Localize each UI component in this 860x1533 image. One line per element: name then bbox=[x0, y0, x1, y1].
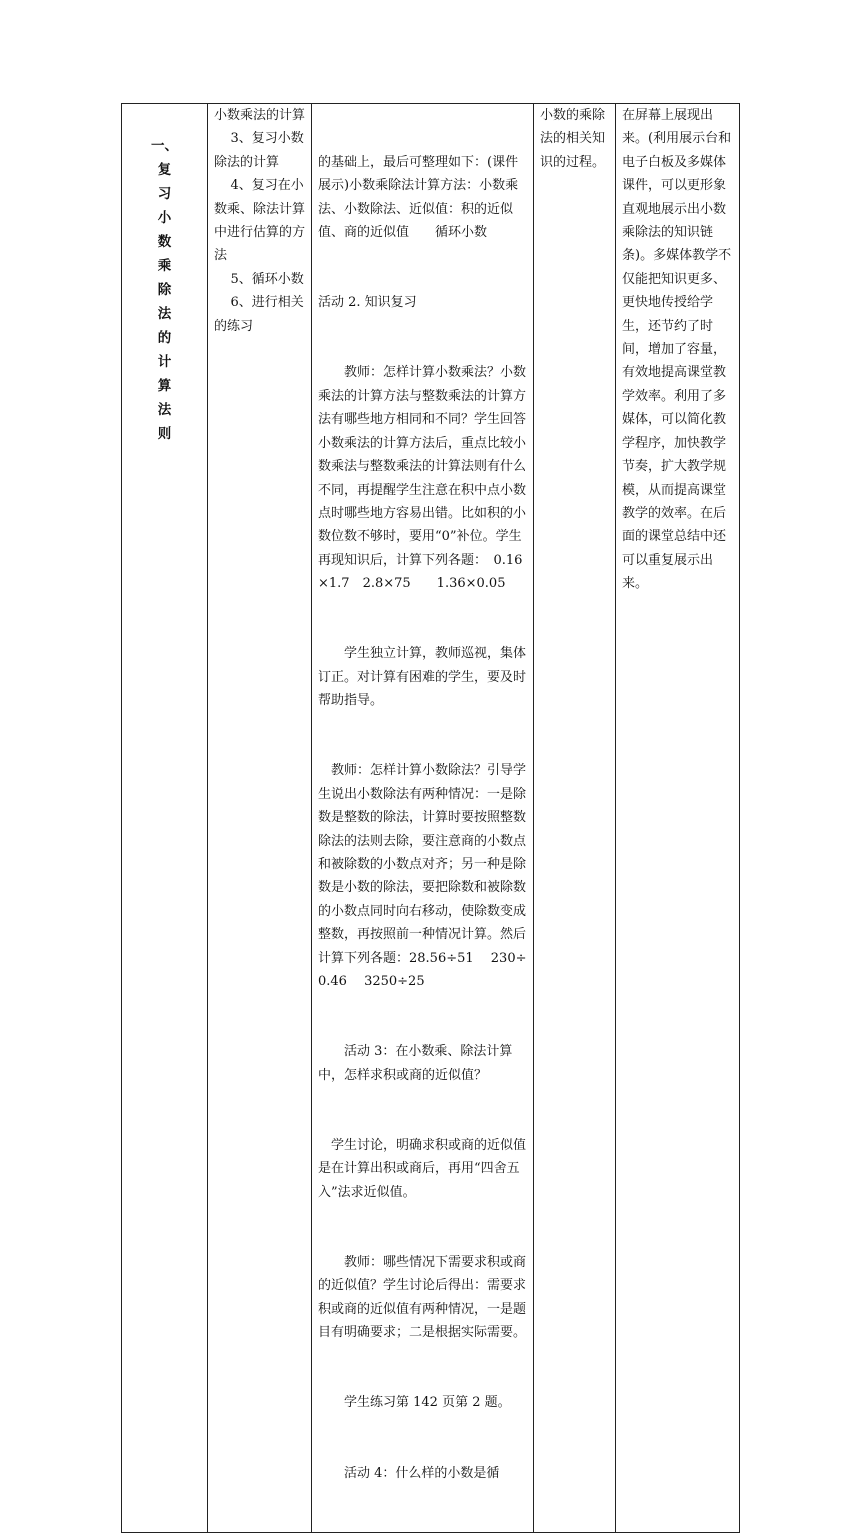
activities-cell bbox=[312, 104, 534, 1533]
activity-paragraph: 的基础上，最后可整理如下：(课件展示)小数乘除法计算方法：小数乘法、小数除法、近似值：积的近似值、商的近似值 循环小数 bbox=[318, 154, 519, 241]
activity-paragraph: 教师：哪些情况下需要求积或商的近似值？学生讨论后得出：需要求积或商的近似值有两种情况，一是题目有明确要求；二是根据实际需要。 bbox=[318, 1254, 527, 1341]
activity-paragraph: 活动 4：什么样的小数是循 bbox=[318, 1465, 500, 1481]
lesson-plan-table bbox=[121, 103, 740, 1533]
intent-cell bbox=[534, 104, 616, 1533]
notes-cell bbox=[616, 104, 740, 1533]
intent-text: 小数的乘除法的相关知识的过程。 bbox=[540, 108, 606, 170]
activity-paragraph: 学生独立计算，教师巡视，集体订正。对计算有困难的学生，要及时帮助指导。 bbox=[318, 646, 527, 709]
table-row bbox=[122, 104, 740, 1533]
activity-paragraph: 学生讨论，明确求积或商的近似值是在计算出积或商后，再用“四舍五入”法求近似值。 bbox=[318, 1137, 527, 1200]
activity-paragraph: 教师：怎样计算小数乘法？小数乘法的计算方法与整数乘法的计算方法有哪些地方相同和不同？学生回答小数乘法的计算方法后，重点比较小数乘法与整数乘法的计算法则有什么不同，再提醒学生注意在积中点小数点时哪些地方容易出错。比如积的小数位数不够时，要用“0”补位。学生再现知识后，计算下列各题： 0.16×1.7 2.8×75 1.36×0.05 bbox=[318, 365, 527, 592]
activity-paragraph: 学生练习第 142 页第 2 题。 bbox=[318, 1395, 511, 1411]
content-text: 小数乘法的计算 3、复习小数除法的计算 4、复习在小数乘、除法计算中进行估算的方法 5、循环小数 6、进行相关的练习 bbox=[214, 108, 306, 334]
activity-paragraph: 教师：怎样计算小数除法？引导学生说出小数除法有两种情况：一是除数是整数的除法，计算时要按照整数除法的法则去除，要注意商的小数点和被除数的小数点对齐；另一种是除数是小数的除法，要把除数和被除数的小数点同时向右移动，使除数变成整数，再按照前一种情况计算。然后计算下列各题：28.56÷51 230÷0.46 3250÷25 bbox=[318, 763, 527, 990]
activity-paragraph: 活动 3：在小数乘、除法计算中，怎样求积或商的近似值？ bbox=[318, 1044, 513, 1083]
stage-number: 一、 bbox=[151, 138, 178, 154]
notes-text: 在屏幕上展现出来。(利用展示台和电子白板及多媒体课件，可以更形象直观地展示出小数乘除法的知识链条)。多媒体教学不仅能把知识更多、更快地传授给学生，还节约了时间，增加了容量，有效地提高课堂教学效率。利用了多媒体，可以简化教学程序，加快教学节奏，扩大教学规模，从而提高课堂教学的效率。在后面的课堂总结中还可以重复展示出来。 bbox=[622, 108, 732, 592]
content-cell bbox=[208, 104, 312, 1533]
stage-title bbox=[122, 104, 207, 446]
stage-cell bbox=[122, 104, 208, 1533]
activities-text bbox=[312, 104, 533, 1532]
stage-title-text: 复习小数乘除法的计算法则 bbox=[157, 162, 172, 442]
activity-paragraph: 活动 2. 知识复习 bbox=[318, 295, 417, 311]
